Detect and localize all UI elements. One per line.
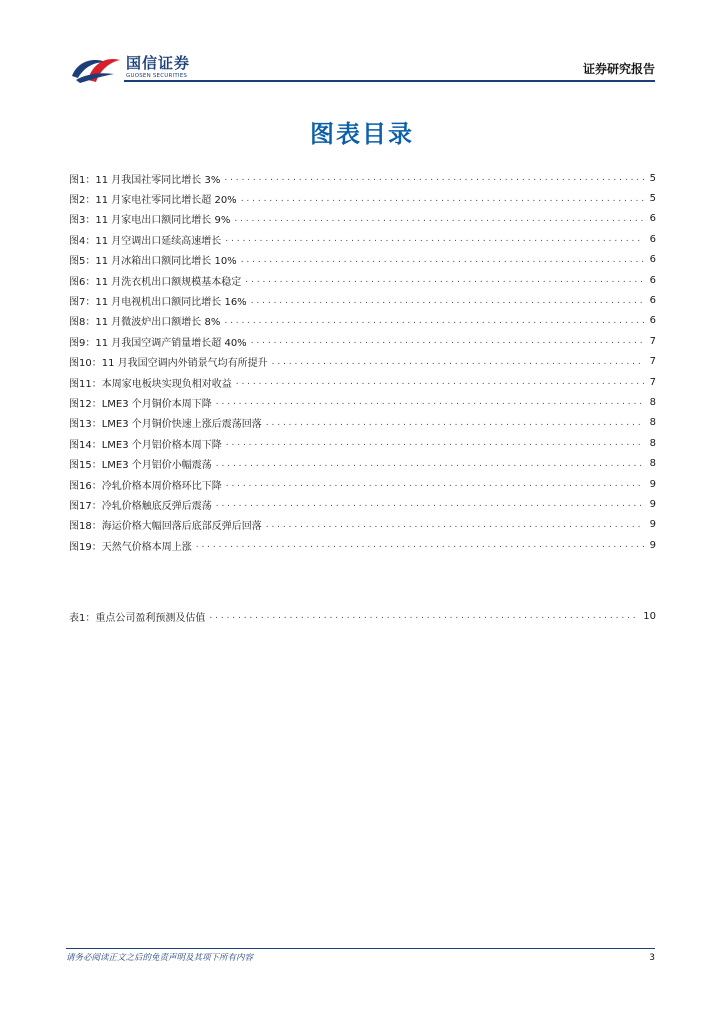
toc-entry-label: 图13：: [69, 419, 102, 431]
table-toc-list: [69, 606, 656, 626]
toc-dot-leader: [266, 418, 644, 428]
toc-dot-leader: [209, 611, 639, 621]
toc-figure-entry[interactable]: [69, 270, 656, 290]
toc-figure-entry[interactable]: [69, 392, 656, 412]
toc-entry-title: LME3 个月铜价快速上涨后震荡回落: [101, 419, 262, 431]
toc-entry-title: 重点公司盈利预测及估值: [95, 612, 206, 624]
toc-entry-label: 图2：: [69, 195, 96, 207]
logo-chinese-name: 国信证券: [126, 54, 191, 72]
toc-entry-title: 11 月我国空调产销量增长超 40%: [95, 337, 247, 349]
toc-entry-title: 11 月我国空调内外销景气均有所提升: [101, 358, 268, 370]
toc-entry-label: 图6：: [69, 276, 96, 288]
toc-figure-entry[interactable]: [69, 494, 656, 514]
figure-toc-list: [69, 168, 656, 555]
toc-entry-label: 图15：: [69, 460, 102, 472]
toc-figure-entry[interactable]: [69, 474, 656, 494]
toc-entry-title: 11 月电视机出口额同比增长 16%: [95, 297, 247, 309]
toc-entry-title: 11 月洗衣机出口额规模基本稳定: [95, 276, 242, 288]
page-header: [0, 0, 724, 90]
toc-figure-entry[interactable]: [69, 372, 656, 392]
toc-entry-page: 9: [649, 539, 656, 551]
guosen-logo-icon: [70, 50, 122, 84]
toc-entry-label: 图19：: [69, 541, 102, 553]
toc-dot-leader: [236, 377, 644, 387]
guosen-logo: [70, 50, 190, 84]
toc-entry-label: 图14：: [69, 439, 102, 451]
toc-entry-title: LME3 个月铝价格本周下降: [101, 439, 222, 451]
toc-figure-entry[interactable]: [69, 413, 656, 433]
toc-figure-entry[interactable]: [69, 209, 656, 229]
toc-entry-label: 图18：: [69, 521, 102, 533]
toc-dot-leader: [272, 357, 644, 367]
toc-entry-label: 图5：: [69, 256, 96, 268]
toc-entry-page: 5: [649, 172, 656, 184]
toc-dot-leader: [224, 173, 644, 183]
toc-entry-page: 6: [649, 233, 656, 245]
toc-table-entry[interactable]: [69, 606, 656, 626]
toc-entry-label: 图11：: [69, 378, 102, 390]
toc-figure-entry[interactable]: [69, 311, 656, 331]
toc-entry-title: LME3 个月铜价本周下降: [101, 398, 212, 410]
toc-figure-entry[interactable]: [69, 229, 656, 249]
toc-dot-leader: [196, 540, 644, 550]
toc-entry-title: 11 月空调出口延续高速增长: [95, 235, 222, 247]
toc-entry-page: 10: [643, 610, 656, 622]
toc-entry-title: 11 月家电出口额同比增长 9%: [95, 215, 231, 227]
toc-entry-title: 天然气价格本周上涨: [101, 541, 192, 553]
toc-entry-page: 7: [649, 376, 656, 388]
toc-entry-label: 图4：: [69, 235, 96, 247]
toc-entry-title: 海运价格大幅回落后底部反弹后回落: [101, 521, 262, 533]
toc-entry-label: 图9：: [69, 337, 96, 349]
toc-dot-leader: [216, 499, 644, 509]
toc-dot-leader: [216, 459, 644, 469]
header-divider: [124, 80, 655, 82]
toc-figure-entry[interactable]: [69, 188, 656, 208]
toc-dot-leader: [266, 520, 644, 530]
toc-entry-label: 图7：: [69, 297, 96, 309]
page-number: 3: [649, 953, 655, 963]
toc-figure-entry[interactable]: [69, 290, 656, 310]
toc-dot-leader: [241, 194, 644, 204]
toc-entry-label: 表1：: [69, 612, 96, 624]
toc-entry-page: 9: [649, 498, 656, 510]
toc-entry-page: 5: [649, 193, 656, 205]
toc-dot-leader: [224, 316, 644, 326]
toc-figure-entry[interactable]: [69, 453, 656, 473]
toc-entry-page: 6: [649, 315, 656, 327]
toc-dot-leader: [251, 296, 644, 306]
toc-entry-label: 图17：: [69, 500, 102, 512]
footer-divider: [66, 948, 655, 949]
toc-figure-entry[interactable]: [69, 535, 656, 555]
toc-entry-page: 6: [649, 295, 656, 307]
toc-entry-page: 8: [649, 396, 656, 408]
toc-figure-entry[interactable]: [69, 515, 656, 535]
disclaimer-note: 请务必阅读正文之后的免责声明及其项下所有内容: [66, 953, 254, 963]
toc-entry-title: 冷轧价格触底反弹后震荡: [101, 500, 212, 512]
toc-figure-entry[interactable]: [69, 250, 656, 270]
toc-entry-label: 图8：: [69, 317, 96, 329]
toc-dot-leader: [245, 275, 644, 285]
toc-entry-label: 图3：: [69, 215, 96, 227]
toc-dot-leader: [226, 438, 644, 448]
toc-figure-entry[interactable]: [69, 331, 656, 351]
toc-entry-title: 11 月家电社零同比增长超 20%: [95, 195, 237, 207]
toc-entry-title: 11 月微波炉出口额增长 8%: [95, 317, 221, 329]
toc-entry-page: 8: [649, 437, 656, 449]
toc-dot-leader: [226, 479, 644, 489]
toc-figure-entry[interactable]: [69, 168, 656, 188]
page-title: 图表目录: [310, 120, 414, 148]
toc-dot-leader: [241, 255, 644, 265]
toc-entry-page: 8: [649, 417, 656, 429]
toc-entry-label: 图16：: [69, 480, 102, 492]
toc-entry-page: 6: [649, 213, 656, 225]
toc-entry-title: 本周家电板块实现负相对收益: [101, 378, 232, 390]
toc-dot-leader: [216, 397, 644, 407]
toc-entry-page: 7: [649, 335, 656, 347]
toc-entry-label: 图12：: [69, 398, 102, 410]
logo-english-name: GUOSEN SECURITIES: [126, 73, 188, 79]
toc-entry-page: 9: [649, 519, 656, 531]
toc-entry-title: 冷轧价格本周价格环比下降: [101, 480, 222, 492]
toc-figure-entry[interactable]: [69, 352, 656, 372]
toc-entry-title: 11 月我国社零同比增长 3%: [95, 174, 221, 186]
toc-entry-label: 图1：: [69, 174, 96, 186]
toc-entry-title: 11 月冰箱出口额同比增长 10%: [95, 256, 237, 268]
toc-dot-leader: [225, 234, 644, 244]
toc-figure-entry[interactable]: [69, 433, 656, 453]
toc-dot-leader: [234, 214, 644, 224]
toc-entry-label: 图10：: [69, 358, 102, 370]
toc-entry-page: 7: [649, 356, 656, 368]
toc-entry-page: 9: [649, 478, 656, 490]
toc-entry-title: LME3 个月铝价小幅震荡: [101, 460, 212, 472]
toc-dot-leader: [251, 336, 644, 346]
report-type-label: 证券研究报告: [582, 62, 655, 76]
toc-entry-page: 6: [649, 254, 656, 266]
toc-entry-page: 8: [649, 458, 656, 470]
toc-entry-page: 6: [649, 274, 656, 286]
